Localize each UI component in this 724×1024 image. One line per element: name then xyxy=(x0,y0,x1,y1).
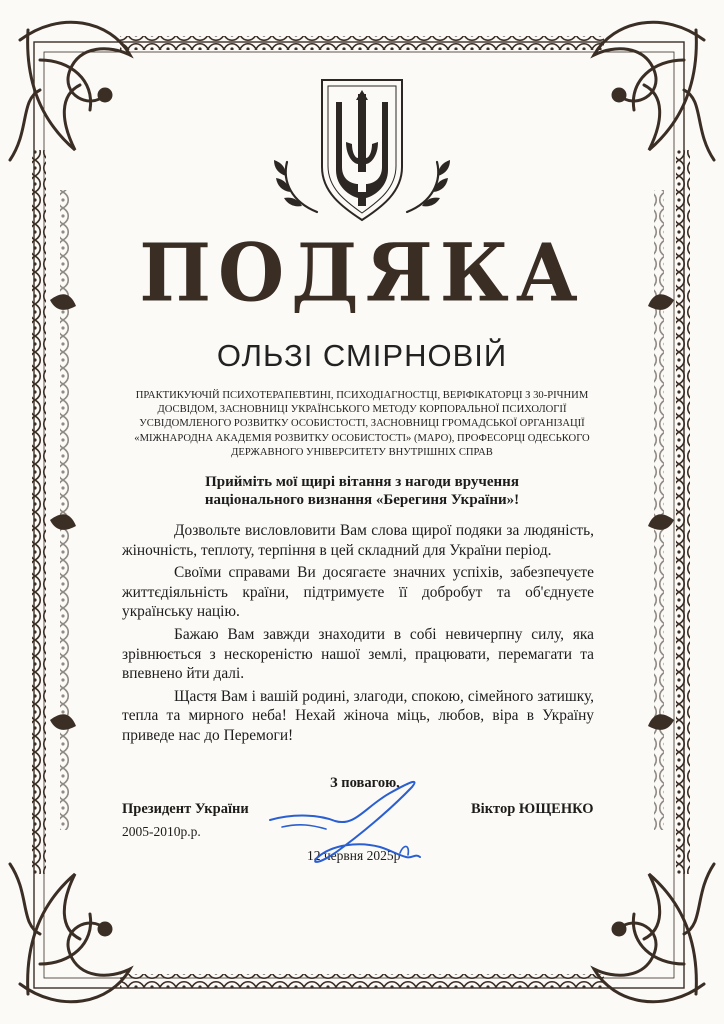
signer-term: 2005-2010р.р. xyxy=(122,824,201,839)
recipient-description: ПРАКТИКУЮЧІЙ ПСИХОТЕРАПЕВТИНІ, ПСИХОДІАГНОСТЦІ, ВЕРІФІКАТОРЦІ З 30-РІЧНИМ ДОСВІДОМ, ЗАСНОВНИЦІ УКРАЇНСЬКОГО МЕТОДУ КОРПОРАЛЬНОЇ ПСИХОЛОГІЇ УСВІДОМЛЕНОГО РОЗВИТКУ ОСОБИСТОСТІ, ЗАСНОВНИЦІ ГРОМАДСЬКОЇ ОРГАНІЗАЦІЇ «МІЖНАРОДНА АКАДЕМІЯ РОЗВИТКУ ОСОБИСТОСТІ» (МАРО), ПРОФЕСОРЦІ ОДЕСЬКОГО ДЕРЖАВНОГО УНІВЕРСИТЕТУ ВНУТРІШНІХ СПРАВ xyxy=(134,390,590,458)
closing-regards: З повагою, xyxy=(330,775,400,791)
paragraph: Своїми справами Ви досягаєте значних успіхів, забезпечуєте життєдіяльність країни, підтримуєте її добробут та об'єднуєте українську націю. xyxy=(122,564,594,621)
paragraph: Щастя Вам і вашій родині, злагоди, спокою, сімейного затишку, тепла та мирного неба! Нехай жіноча міць, любов, віра в Україну приведе нас до Перемоги! xyxy=(122,687,594,744)
handwritten-signature xyxy=(240,765,440,875)
trident-coat-of-arms-icon xyxy=(262,72,462,230)
letter-body xyxy=(122,521,594,749)
document-date: 12 червня 2025р xyxy=(307,848,401,863)
greeting xyxy=(120,473,604,509)
paragraph: Бажаю Вам завжди знаходити в собі невичерпну силу, яка зрівнюється з нескореністю нашої землі, працювати, перемагати та впевнено йти далі. xyxy=(122,625,594,683)
greeting-line-2: національного визнання «Берегиня України»! xyxy=(204,492,520,508)
greeting-line-1: Прийміть мої щирі вітання з нагоди вручення xyxy=(205,474,519,490)
signer-title: Президент України xyxy=(122,801,249,817)
paragraph: Дозвольте висловловити Вам слова щирої подяки за людяність, жіночність, теплоту, терпіння в цей складний для України період. xyxy=(122,522,594,559)
signer-name: Віктор ЮЩЕНКО xyxy=(471,801,594,817)
recipient-name: ОЛЬЗІ СМІРНОВІЙ xyxy=(216,338,508,373)
document-title: ПОДЯКА xyxy=(139,225,585,320)
